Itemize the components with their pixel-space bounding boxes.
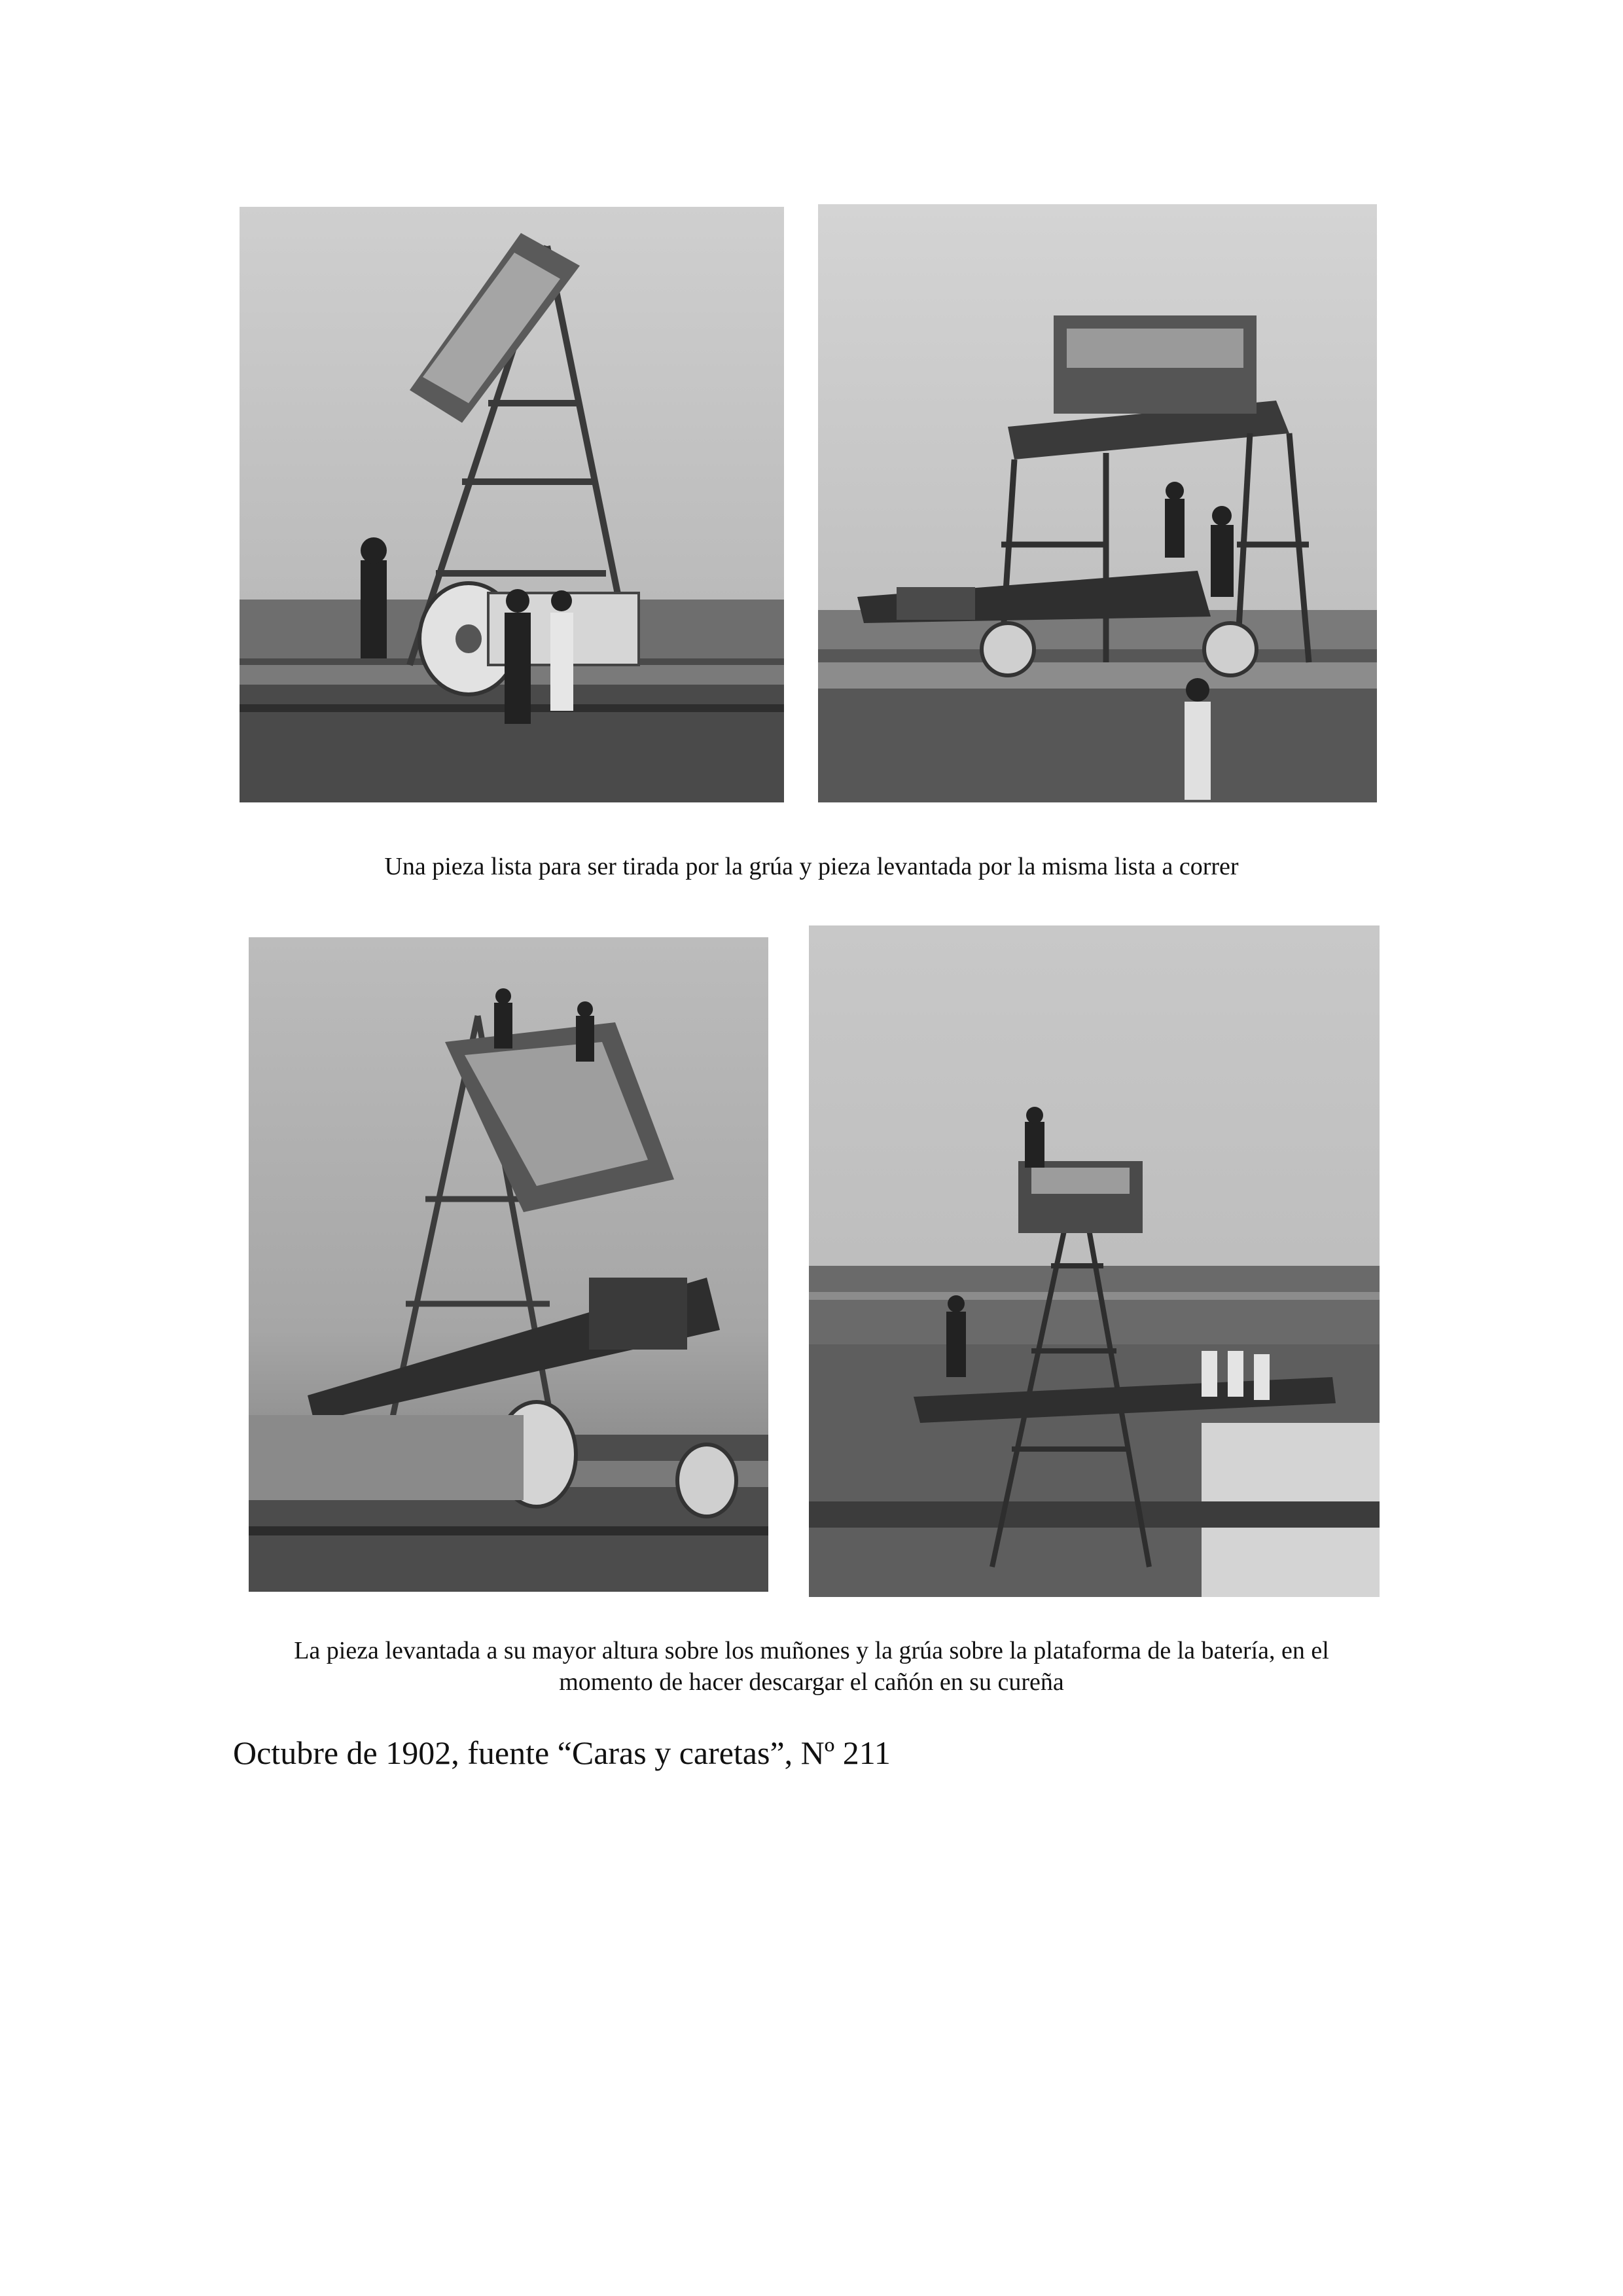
caption-bottom-line2: momento de hacer descargar el cañón en su cureña (559, 1668, 1064, 1696)
caption-top (196, 851, 1427, 882)
photo-crane-battery-image (809, 925, 1380, 1597)
photo-gantry-lifted-image (818, 204, 1377, 802)
caption-bottom (196, 1635, 1427, 1698)
source-line: Octubre de 1902, fuente “Caras y caretas”, Nº 211 (233, 1734, 891, 1771)
photo-gantry-lifted (818, 204, 1377, 802)
photo-gun-raised (249, 937, 768, 1592)
photo-gun-raised-image (249, 937, 768, 1592)
caption-top-text: Una pieza lista para ser tirada por la grúa y pieza levantada por la misma lista a correr (384, 853, 1239, 880)
photo-crane-battery (809, 925, 1380, 1597)
photo-crane-tilted (240, 207, 784, 802)
caption-bottom-line1: La pieza levantada a su mayor altura sobre los muñones y la grúa sobre la plataforma de la batería, en el (294, 1637, 1329, 1664)
photo-crane-tilted-image (240, 207, 784, 802)
